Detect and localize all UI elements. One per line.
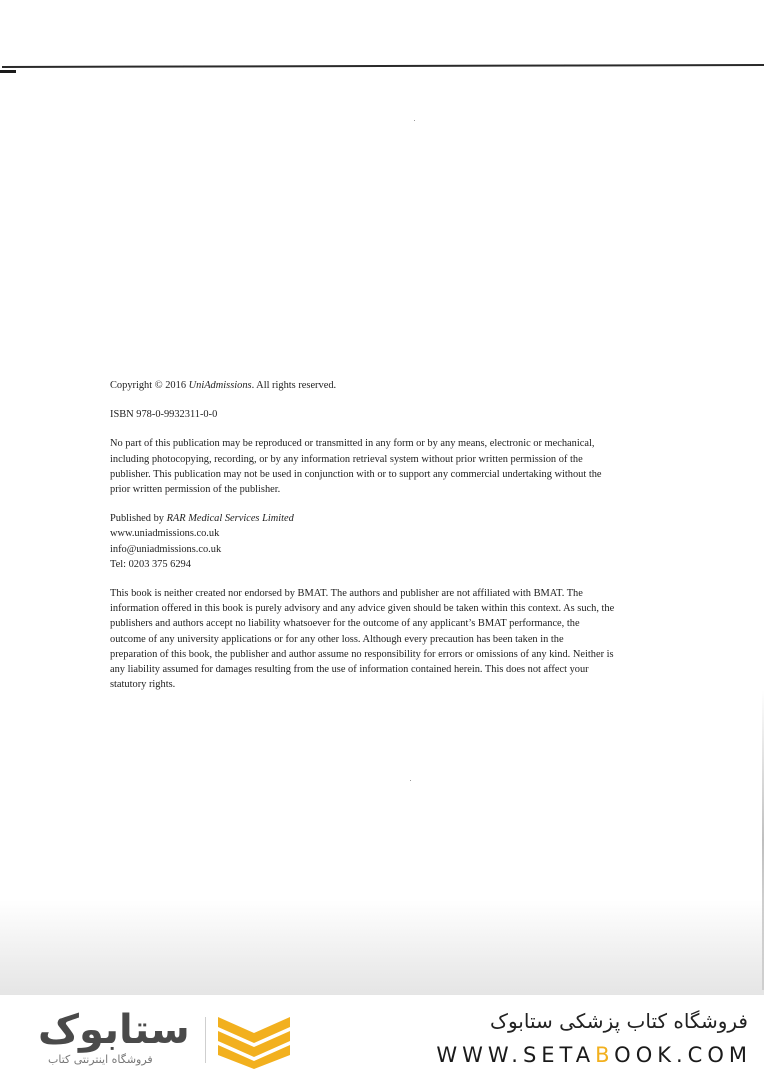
publisher-name: RAR Medical Services Limited [166, 513, 294, 525]
copyright-page-content [110, 378, 668, 706]
disclaimer-line: statutory rights. [110, 679, 176, 691]
watermark-footer [0, 995, 764, 1080]
rights-paragraph [110, 436, 668, 497]
setabook-logo-subtitle: فروشگاه اینترنتی کتاب [48, 1053, 153, 1066]
copyright-holder: UniAdmissions [188, 380, 252, 391]
rights-line: publisher. This publication may not be used in conjunction with or to support any commercial undertaking without the [110, 468, 602, 480]
chevron-layers-icon [214, 1013, 294, 1069]
publisher-block [110, 511, 668, 572]
store-url[interactable] [380, 1043, 752, 1067]
disclaimer-paragraph [110, 586, 668, 692]
top-rule [2, 64, 764, 68]
disclaimer-line: outcome of any university applications or for any other loss. Although every precaution has been taken in the [110, 633, 564, 645]
setabook-logo-text: ستابوک [38, 1007, 190, 1053]
disclaimer-line: any liability assumed for damages resulting from the use of information contained herein. This does not affect your [110, 664, 589, 676]
publisher-email: info@uniadmissions.co.uk [110, 543, 222, 555]
store-name: فروشگاه کتاب پزشکی ستابوک [490, 1009, 748, 1033]
disclaimer-line: publishers and authors accept no liability whatsoever for the outcome of any applicant’s BMAT performance, the [110, 618, 580, 630]
rights-line: including photocopying, recording, or by any information retrieval system without prior written permission of the [110, 453, 583, 465]
store-url-part: OOK.COM [614, 1043, 752, 1067]
logo-divider [205, 1017, 206, 1063]
published-by [110, 511, 668, 526]
store-url-part: WWW.SETA [436, 1043, 596, 1067]
disclaimer-line: preparation of this book, the publisher and author assume no responsibility for errors or omissions of any kind. Neither is [110, 648, 614, 660]
copyright-suffix: . All rights reserved. [251, 380, 337, 391]
publisher-website: www.uniadmissions.co.uk [110, 528, 220, 540]
store-url-accent: B [595, 1043, 615, 1067]
published-by-prefix: Published by [110, 513, 167, 525]
disclaimer-line: information offered in this book is purely advisory and any advice given should be taken within this context. As such, the [110, 603, 615, 615]
copyright-prefix: Copyright © 2016 [110, 380, 189, 391]
rights-line: prior written permission of the publisher. [110, 484, 281, 496]
rights-line: No part of this publication may be reproduced or transmitted in any form or by any means, electronic or mechanical, [110, 438, 595, 450]
corner-mark [0, 70, 16, 73]
scan-speck [410, 780, 411, 781]
copyright-line [110, 378, 668, 393]
isbn: ISBN 978-0-9932311-0-0 [110, 409, 218, 421]
scan-speck [414, 120, 415, 121]
publisher-phone: Tel: 0203 375 6294 [110, 558, 191, 570]
disclaimer-line: This book is neither created nor endorsed by BMAT. The authors and publisher are not affiliated with BMAT. The [110, 588, 583, 600]
